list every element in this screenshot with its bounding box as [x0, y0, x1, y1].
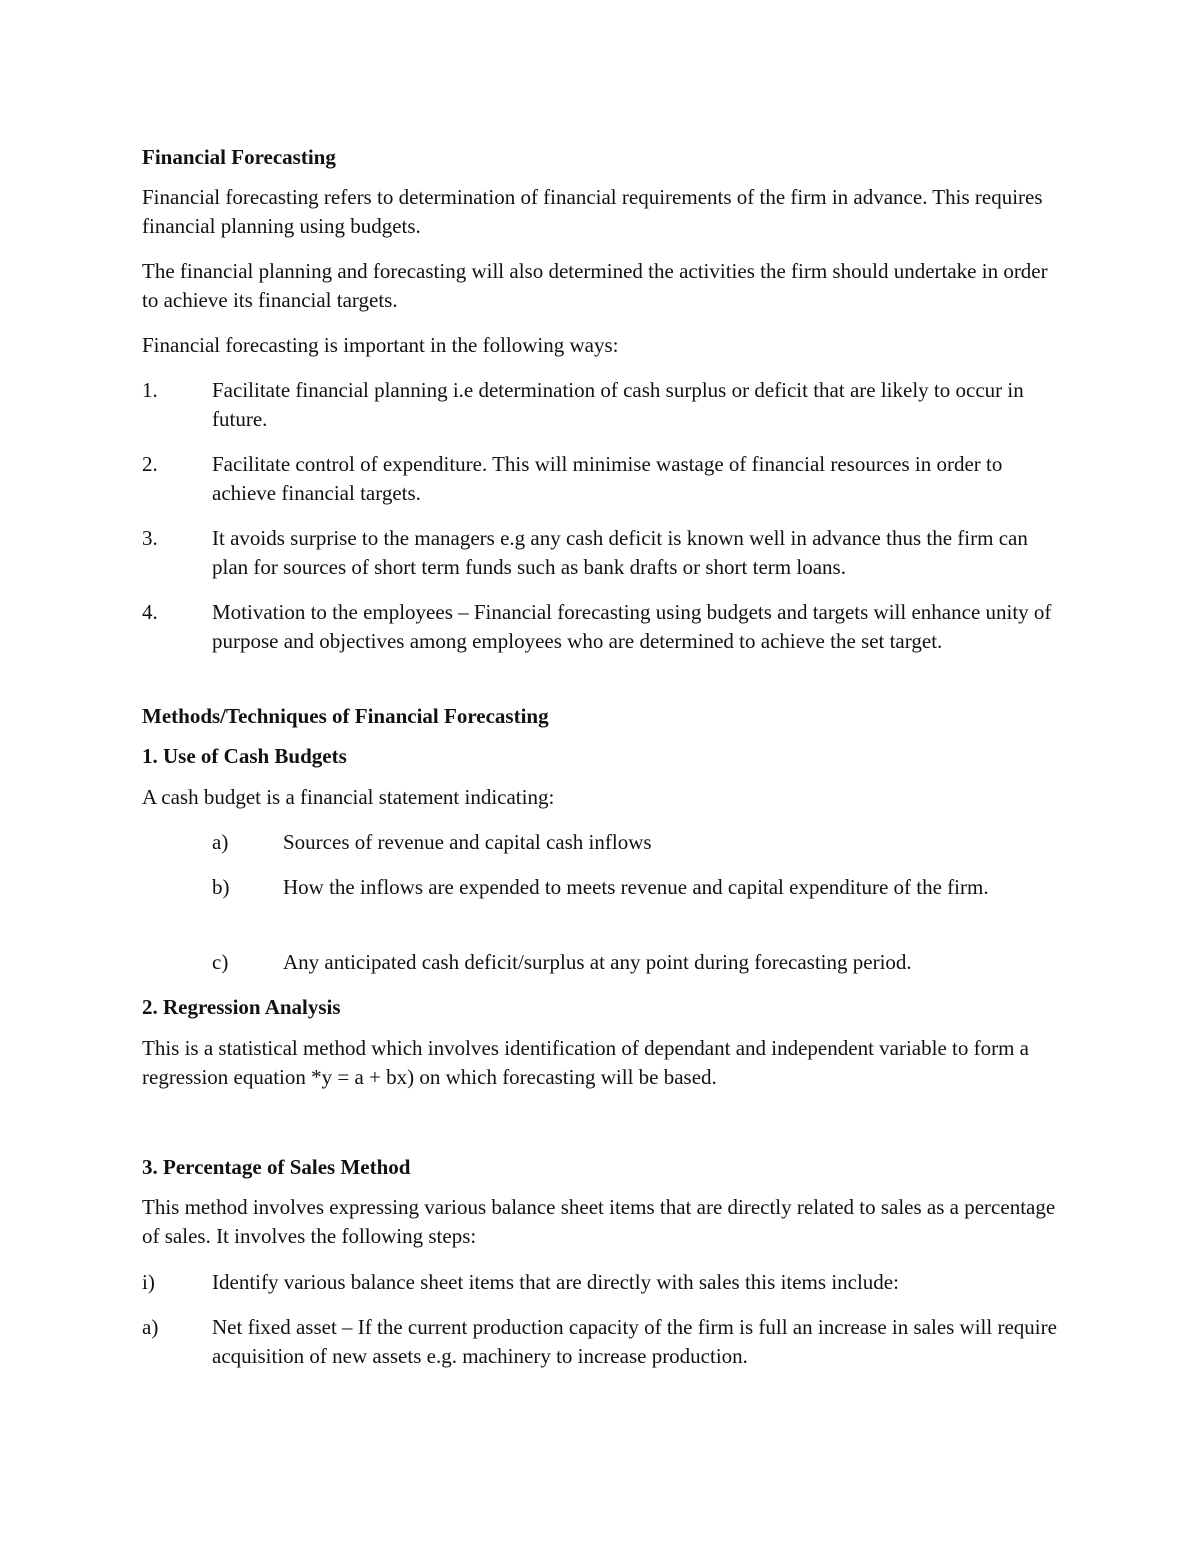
list-text: How the inflows are expended to meets revenue and capital expenditure of the firm.	[283, 875, 989, 899]
list-text: Facilitate financial planning i.e determination of cash surplus or deficit that are likely to occur in future.	[212, 378, 1024, 431]
list-text: It avoids surprise to the managers e.g any cash deficit is known well in advance thus the firm can plan for sources of short term funds such as bank drafts or short term loans.	[212, 526, 1028, 579]
document-title: Financial Forecasting	[142, 145, 336, 169]
list-marker: b)	[212, 875, 230, 899]
list-marker: a)	[212, 830, 229, 854]
list-marker: 1.	[142, 378, 158, 402]
list-marker: 4.	[142, 600, 158, 624]
intro-paragraph-1: Financial forecasting refers to determination of financial requirements of the firm in advance. This requires financial planning using budgets.	[142, 185, 1043, 238]
list-marker: a)	[142, 1315, 159, 1339]
importance-lead: Financial forecasting is important in the following ways:	[142, 333, 619, 357]
cash-budget-heading: 1. Use of Cash Budgets	[142, 744, 347, 768]
cash-budget-lead: A cash budget is a financial statement indicating:	[142, 785, 555, 809]
sales-text: This method involves expressing various balance sheet items that are directly related to sales as a percentage of sales. It involves the following steps:	[142, 1195, 1056, 1248]
list-marker: 3.	[142, 526, 158, 550]
list-text: Any anticipated cash deficit/surplus at any point during forecasting period.	[283, 950, 912, 974]
list-text: Net fixed asset – If the current production capacity of the firm is full an increase in sales will require acquisition of new assets e.g. machinery to increase production.	[212, 1315, 1057, 1368]
list-text: Facilitate control of expenditure. This will minimise wastage of financial resources in order to achieve financial targets.	[212, 452, 1003, 505]
regression-heading: 2. Regression Analysis	[142, 995, 341, 1019]
sales-heading: 3. Percentage of Sales Method	[142, 1155, 411, 1179]
list-text: Identify various balance sheet items that are directly with sales this items include:	[212, 1270, 899, 1294]
list-marker: i)	[142, 1270, 155, 1294]
list-text: Motivation to the employees – Financial forecasting using budgets and targets will enhance unity of purpose and objectives among employees who are determined to achieve the set target.	[212, 600, 1052, 653]
intro-paragraph-2: The financial planning and forecasting will also determined the activities the firm should undertake in order to achieve its financial targets.	[142, 259, 1048, 312]
list-text: Sources of revenue and capital cash inflows	[283, 830, 652, 854]
list-marker: c)	[212, 950, 229, 974]
methods-heading: Methods/Techniques of Financial Forecasting	[142, 704, 549, 728]
list-marker: 2.	[142, 452, 158, 476]
regression-text: This is a statistical method which involves identification of dependant and independent variable to form a regression equation *y = a + bx) on which forecasting will be based.	[142, 1036, 1030, 1089]
